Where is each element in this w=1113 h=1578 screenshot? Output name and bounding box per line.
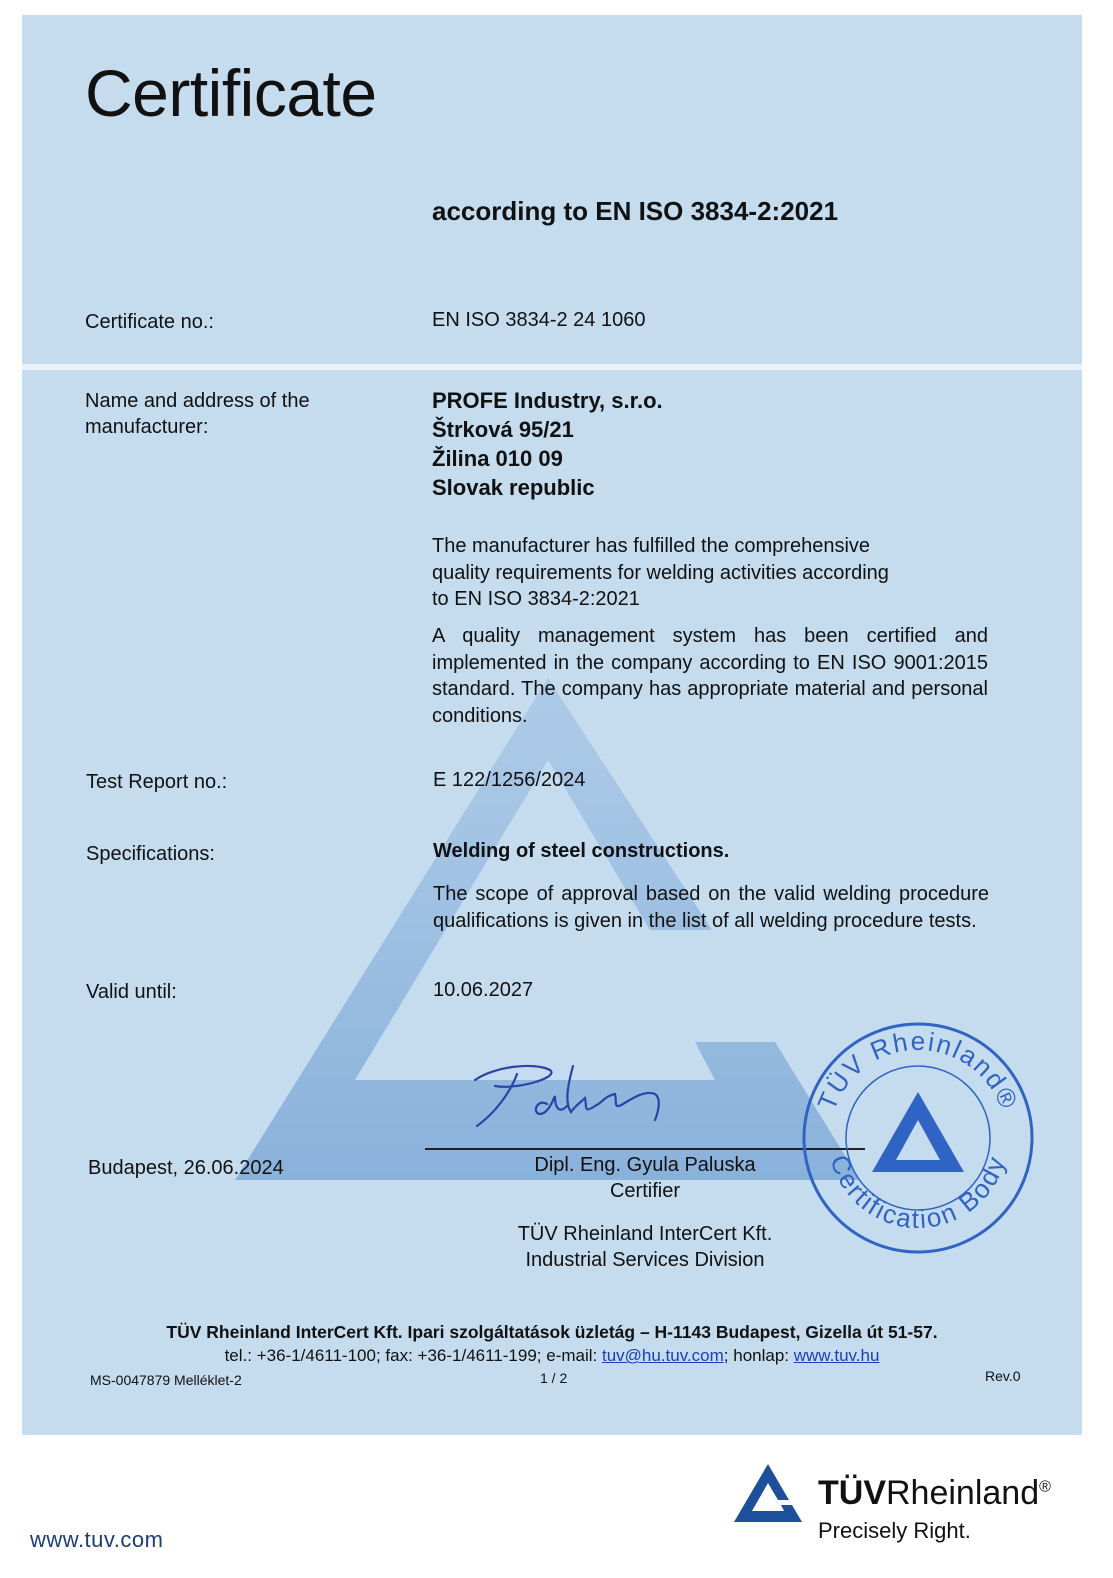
signer-role: Certifier: [609, 1180, 680, 1202]
standard-subtitle: according to EN ISO 3834-2:2021: [432, 196, 839, 226]
certificate-no-label: Certificate no.:: [85, 311, 214, 333]
issuer-division: Industrial Services Division: [525, 1249, 765, 1271]
qms-statement: A quality management system has been certified and implemented in the company according to EN ISO 9001:2015 standard. The company has appropriate material and personal conditions.: [432, 625, 988, 727]
specifications-label: Specifications:: [86, 843, 215, 865]
stamp-bottom-text: Certification Body: [824, 1150, 1012, 1235]
stamp-triangle-icon: [872, 1092, 964, 1172]
test-report-value: E 122/1256/2024: [433, 769, 586, 791]
tuv-website[interactable]: www.tuv.com: [30, 1527, 164, 1552]
issuer-org: TÜV Rheinland InterCert Kft.: [517, 1223, 773, 1245]
brand-name-bold: TÜV: [818, 1474, 886, 1512]
manufacturer-label-line2: manufacturer:: [85, 416, 209, 438]
test-report-label: Test Report no.:: [86, 771, 228, 793]
fulfilment-line: quality requirements for welding activities according: [432, 561, 889, 584]
handwritten-signature: [455, 1048, 695, 1138]
scope-statement: The scope of approval based on the valid welding procedure qualifications is given in the list of all welding procedure tests.: [433, 883, 989, 932]
email-link[interactable]: tuv@hu.tuv.com: [601, 1346, 724, 1365]
revision: Rev.0: [985, 1368, 1021, 1384]
website-link[interactable]: www.tuv.hu: [793, 1346, 880, 1365]
footer-contact-line: [22, 1346, 1082, 1366]
brand-name-regular: Rheinland: [886, 1474, 1040, 1512]
fulfilment-line: to EN ISO 3834-2:2021: [432, 588, 640, 610]
brand-tagline: Precisely Right.: [818, 1518, 971, 1543]
stamp-top-text: TÜV Rheinland®: [811, 1025, 1025, 1115]
registered-mark: ®: [1039, 1478, 1051, 1496]
manufacturer-address: [432, 386, 663, 502]
tuv-logo-icon: [732, 1462, 804, 1524]
footer-homepage-text: ; honlap:: [723, 1346, 794, 1365]
manufacturer-label: [85, 388, 310, 440]
manufacturer-label-line1: Name and address of the: [85, 390, 310, 412]
signature-line: [425, 1148, 865, 1150]
document-title: Certificate: [85, 56, 377, 130]
footer-company-line: TÜV Rheinland InterCert Kft. Ipari szolgáltatások üzletág – H-1143 Budapest, Gizella út 51-57.: [166, 1322, 938, 1342]
specifications-value: Welding of steel constructions.: [433, 840, 730, 862]
address-line: Slovak republic: [432, 475, 595, 500]
page-number: 1 / 2: [540, 1370, 568, 1386]
doc-reference: MS-0047879 Melléklet-2: [90, 1372, 242, 1388]
brand-name: [818, 1474, 1051, 1513]
signer-name: Dipl. Eng. Gyula Paluska: [534, 1154, 756, 1176]
address-line: PROFE Industry, s.r.o.: [432, 388, 663, 413]
fulfilment-line: The manufacturer has fulfilled the comprehensive: [432, 535, 871, 557]
valid-until-value: 10.06.2027: [433, 979, 534, 1001]
certification-body-stamp: [800, 1020, 1036, 1256]
footer-contact-text: tel.: +36-1/4611-100; fax: +36-1/4611-199; e-mail:: [224, 1346, 602, 1365]
address-line: Žilina 010 09: [432, 446, 563, 471]
place-date: Budapest, 26.06.2024: [88, 1157, 284, 1179]
fulfilment-statement: [432, 533, 988, 613]
address-line: Štrková 95/21: [432, 417, 574, 442]
certificate-no-value: EN ISO 3834-2 24 1060: [432, 309, 646, 331]
valid-until-label: Valid until:: [86, 981, 177, 1003]
